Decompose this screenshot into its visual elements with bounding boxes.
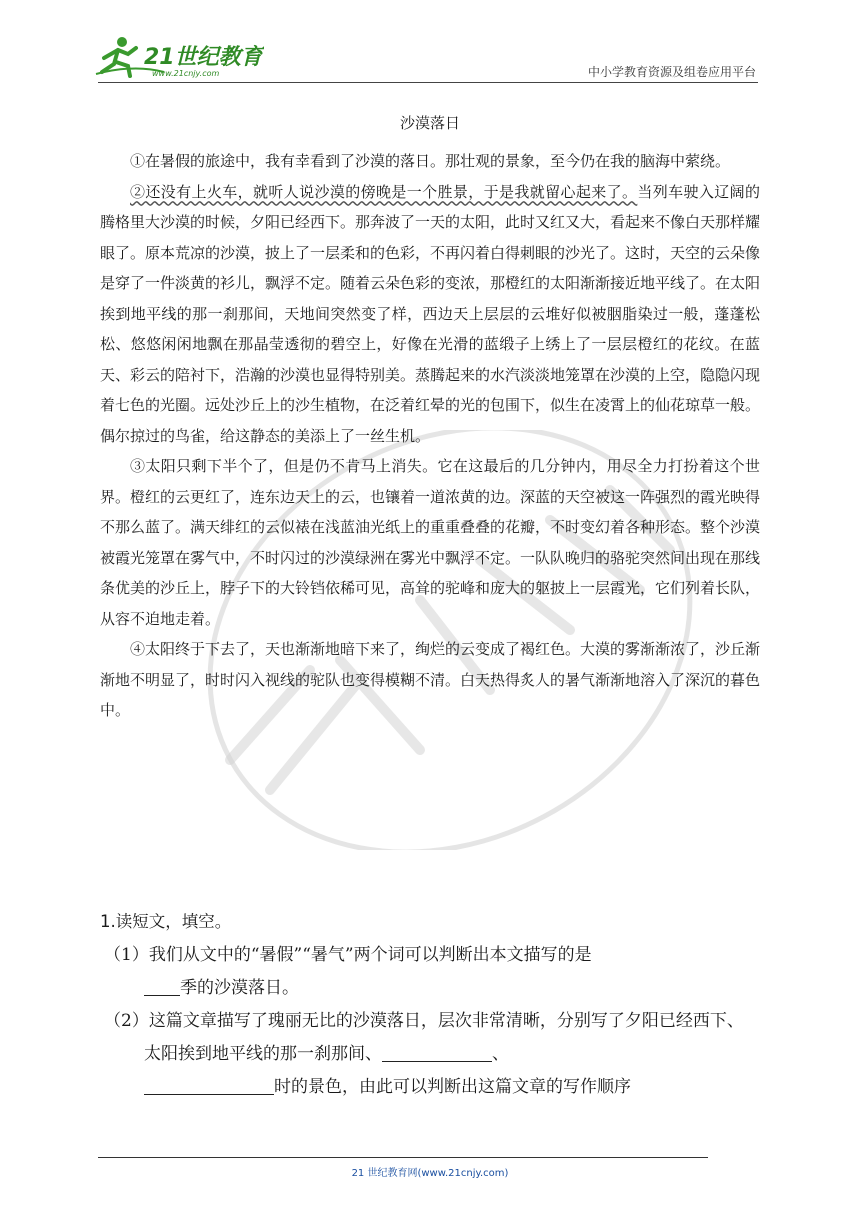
footer-divider	[98, 1157, 708, 1158]
paragraph-2	[100, 177, 760, 452]
paragraph-2-underlined: ②还没有上火车，就听人说沙漠的傍晚是一个胜景，于是我就留心起来了。	[130, 182, 638, 201]
paragraph-2-rest: 当列车驶入辽阔的腾格里大沙漠的时候，夕阳已经西下。那奔波了一天的太阳，此时又红又大，看起来不像白天那样耀眼了。原本荒凉的沙漠，披上了一层柔和的色彩，不再闪着白得刺眼的沙光了。这时，天空的云朵像是穿了一件淡黄的衫儿，飘浮不定。随着云朵色彩的变浓，那橙红的太阳渐渐接近地平线了。在太阳挨到地平线的那一刹那间，天地间突然变了样，西边天上层层的云堆好似被胭脂染过一般，蓬蓬松松、悠悠闲闲地飘在那晶莹透彻的碧空上，好像在光滑的蓝缎子上绣上了一层层橙红的花纹。在蓝天、彩云的陪衬下，浩瀚的沙漠也显得特别美。蒸腾起来的水汽淡淡地笼罩在沙漠的上空，隐隐闪现着七色的光圈。远处沙丘上的沙生植物，在泛着红晕的光的包围下，似生在凌霄上的仙花琼草一般。偶尔掠过的鸟雀，给这静态的美添上了一丝生机。	[100, 182, 761, 445]
question-heading: 1.读短文，填空。	[100, 912, 232, 931]
question-1-text-a: （1）我们从文中的“暑假”“暑气”两个词可以判断出本文描写的是	[104, 945, 592, 965]
site-logo	[94, 34, 264, 80]
article-body	[100, 146, 760, 726]
paragraph-3: ③太阳只剩下半个了，但是仍不肯马上消失。它在这最后的几分钟内，用尽全力打扮着这个世界。橙红的云更红了，连东边天上的云，也镶着一道浓黄的边。深蓝的天空被这一阵强烈的霞光映得不那么蓝了。满天绯红的云似裱在浅蓝油光纸上的重重叠叠的花瓣，不时变幻着各种形态。整个沙漠被霞光笼罩在雾气中，不时闪过的沙漠绿洲在雾光中飘浮不定。一队队晚归的骆驼突然间出现在那线条优美的沙丘上，脖子下的大铃铛依稀可见，高耸的驼峰和庞大的躯披上一层霞光，它们列着长队，从容不迫地走着。	[100, 457, 761, 628]
logo-url: www.21cnjy.com	[152, 69, 220, 78]
paragraph-1: ①在暑假的旅途中，我有幸看到了沙漠的落日。那壮观的景象，至今仍在我的脑海中萦绕。	[130, 152, 731, 170]
question-2-text-a: （2）这篇文章描写了瑰丽无比的沙漠落日，层次非常清晰，分别写了夕阳已经西下、太阳挨到地平线的那一刹那间、	[104, 1011, 744, 1064]
answer-blank-3[interactable]	[144, 1076, 274, 1095]
answer-blank-2[interactable]	[382, 1043, 492, 1062]
logo-text: 21世纪教育	[144, 45, 263, 70]
question-1-text-b: 季的沙漠落日。	[180, 978, 299, 998]
paragraph-4: ④太阳终于下去了，天也渐渐地暗下来了，绚烂的云变成了褐红色。大漠的雾渐渐浓了，沙丘渐渐地不明显了，时时闪入视线的驼队也变得模糊不清。白天热得炙人的暑气渐渐地溶入了深沉的暮色中。	[100, 640, 761, 719]
question-2	[100, 1005, 760, 1104]
question-section	[100, 905, 760, 1104]
header-platform-text: 中小学教育资源及组卷应用平台	[587, 65, 756, 79]
header-divider	[98, 82, 758, 83]
question-1	[100, 939, 760, 1005]
footer-link[interactable]: 21 世纪教育网(www.21cnjy.com)	[351, 1168, 509, 1179]
question-2-separator: 、	[492, 1044, 509, 1064]
answer-blank-1[interactable]	[144, 977, 180, 996]
question-2-text-b: 时的景色，由此可以判断出这篇文章的写作顺序	[274, 1077, 631, 1097]
article-title: 沙漠落日	[399, 114, 460, 132]
